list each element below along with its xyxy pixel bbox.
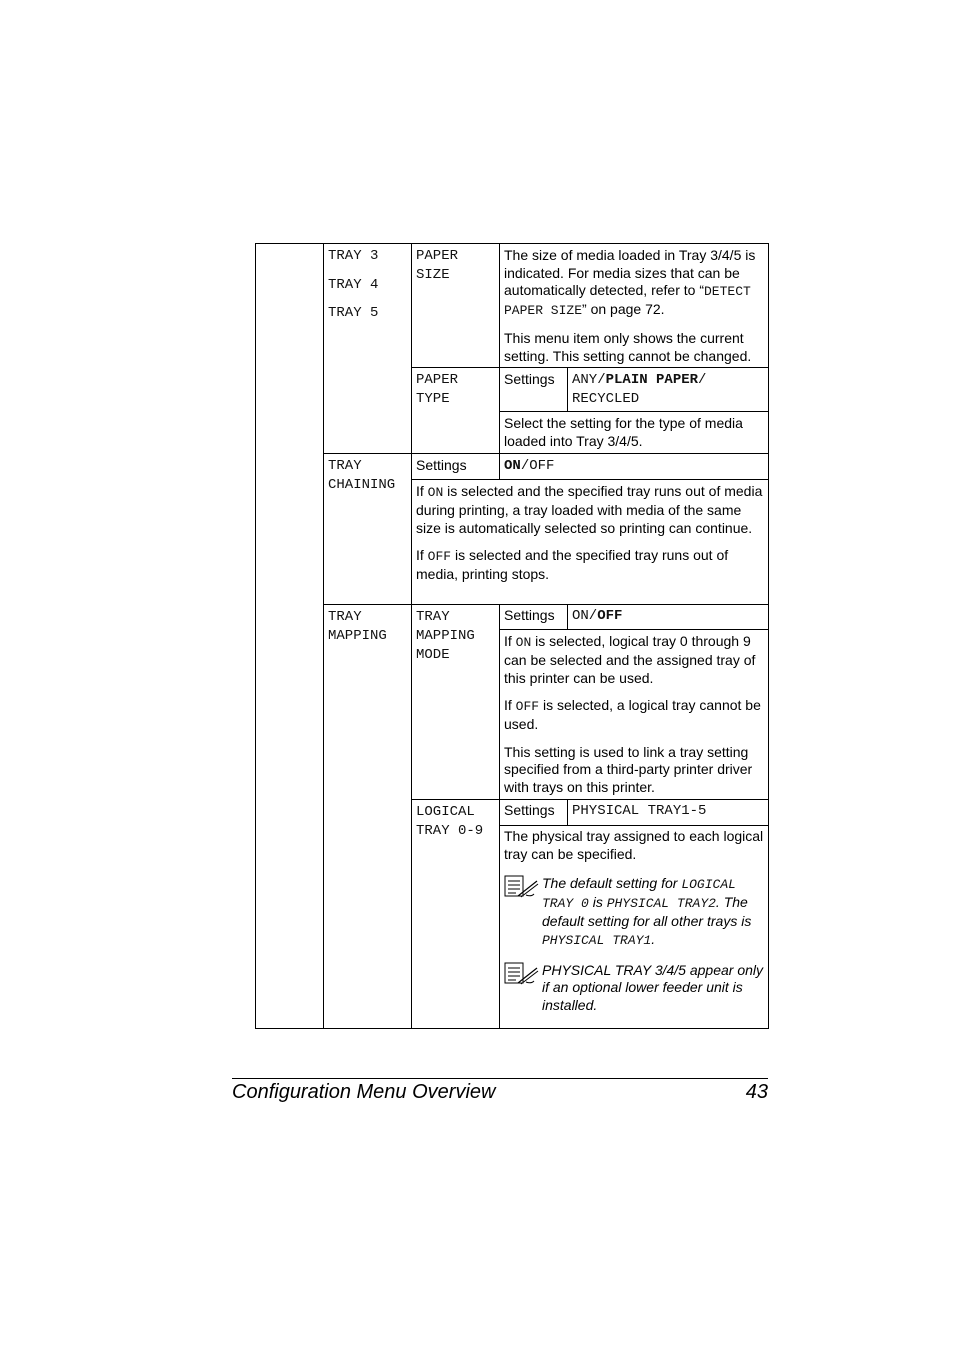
logical-tray-label-cell [412,800,500,1029]
paper-size-label-cell [412,244,500,368]
tray-345-cell [324,244,412,454]
tray-chaining-options-cell [500,454,769,480]
tray-mapping-mode-options: ON/OFF [572,608,623,624]
tray-chaining-options: ON/OFF [504,458,555,474]
settings-label: Settings [416,457,467,473]
settings-label: Settings [500,605,568,629]
tray-4-label: TRAY 4 [328,277,379,293]
tray-mapping-mode-label: TRAY MAPPING MODE [416,609,475,663]
logical-tray-value: PHYSICAL TRAY1-5 [572,803,707,819]
paper-type-label: PAPER TYPE [416,372,459,407]
logical-tray-label: LOGICAL TRAY 0-9 [416,804,484,839]
tray-mapping-desc-off: If OFF is selected, a logical tray cannot be used. [504,697,761,732]
note-optional-feeder-text: PHYSICAL TRAY 3/4/5 appear only if an optional lower feeder unit is installed. [542,961,764,1013]
tray-3-label: TRAY 3 [328,248,379,264]
logical-tray-description: The physical tray assigned to each logical tray can be specified. [504,828,764,862]
note-pencil-icon [504,962,542,1015]
tray-mapping-mode-content-cell [500,605,769,800]
paper-type-options: ANY/PLAIN PAPER/ RECYCLED [572,372,707,407]
paper-size-description: The size of media loaded in Tray 3/4/5 is indicated. For media sizes that can be automatically detected, refer to “DETECT PAPER SIZE” on page 72. [504,247,756,318]
tray-mapping-desc-purpose: This setting is used to link a tray setting specified from a third-party printer driver with trays on this printer. [504,743,753,795]
tray-mapping-desc-on: If ON is selected, logical tray 0 through 9 can be selected and the assigned tray of this printer can be used. [504,633,756,686]
paper-size-desc-cell [500,244,769,368]
tray-mapping-mode-label-cell [412,605,500,800]
tray-chaining-desc-cell [412,480,769,605]
tray-5-label: TRAY 5 [328,305,379,321]
note-pencil-icon [504,875,542,950]
tray-chaining-label: TRAY CHAINING [328,458,396,493]
paper-type-default: PLAIN PAPER [605,372,699,388]
config-menu-table [255,243,769,1029]
tray-chaining-settings-label-cell [412,454,500,480]
tray-chaining-desc-on: If ON is selected and the specified tray runs out of media during printing, a tray loaded with media of the same size is automatically selected so printing can continue. [416,483,763,536]
settings-label: Settings [500,800,568,825]
paper-type-label-cell [412,368,500,454]
detect-paper-size-code: DETECT PAPER SIZE [504,284,751,318]
settings-label: Settings [504,371,555,387]
paper-size-note: This menu item only shows the current setting. This setting cannot be changed. [504,330,752,364]
logical-tray-content-cell [500,800,769,1029]
blank-column-cell [256,244,324,1029]
paper-size-label: PAPER SIZE [416,248,459,283]
tray-chaining-desc-off: If OFF is selected and the specified tray runs out of media, printing stops. [416,547,729,582]
note-optional-feeder [504,962,768,1015]
tray-mapping-mode-settings-row [500,605,768,630]
footer-title: Configuration Menu Overview [232,1081,496,1103]
tray-mapping-mode-default: OFF [597,608,623,624]
paper-type-settings-label-cell [500,368,568,412]
tray-chaining-default: ON [504,458,521,474]
note-default-setting [504,875,768,950]
logical-tray-settings-row [500,800,768,826]
paper-type-options-cell [568,368,769,412]
paper-type-description: Select the setting for the type of media loaded into Tray 3/4/5. [504,415,743,449]
tray-mapping-label-cell [324,605,412,1029]
tray-chaining-label-cell [324,454,412,605]
tray-mapping-label: TRAY MAPPING [328,609,387,644]
note-default-text: The default setting for LOGICAL TRAY 0 is PHYSICAL TRAY2. The default setting for all other trays is PHYSICAL TRAY1. [542,875,752,948]
footer-rule [232,1078,768,1079]
paper-type-desc-cell [500,412,769,454]
page-number: 43 [745,1081,768,1103]
